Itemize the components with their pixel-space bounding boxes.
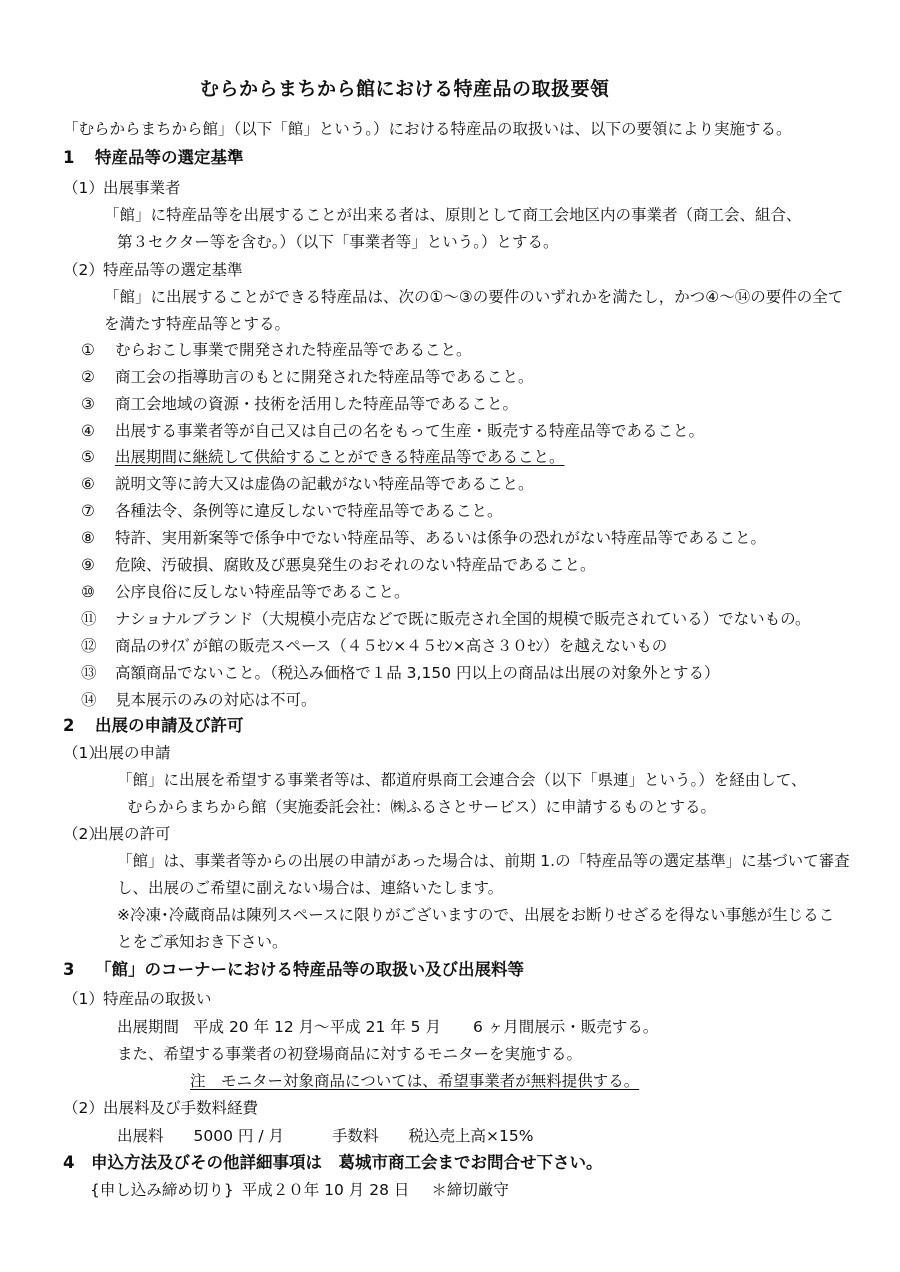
criteria-item <box>81 555 596 575</box>
section-2-sub2-body-line: とをご承知おき下さい。 <box>117 933 288 951</box>
section-1-sub2-title: 特産品等の選定基準 <box>103 261 243 279</box>
deadline-note: ＊締切厳守 <box>431 1181 509 1199</box>
section-1-sub2-body-line: を満たす特産品等とする。 <box>104 315 291 333</box>
section-3-sub1-heading <box>63 989 212 1009</box>
criteria-item <box>81 447 565 467</box>
criteria-item <box>81 663 719 683</box>
section-2-sub2-body-line: 「館」は、事業者等からの出展の申請があった場合は、前期 1.の「特産品等の選定基準」に基づいて審査 <box>117 852 850 870</box>
exhibit-period-value: 平成 20 年 12 月～平成 21 年 5 月 <box>193 1018 441 1036</box>
criteria-mark: ⑩ <box>81 583 95 601</box>
criteria-mark: ② <box>81 368 95 386</box>
criteria-item <box>81 501 503 521</box>
exhibit-period-label: 出展期間 <box>117 1018 180 1036</box>
page-title: むらからまちから館における特産品の取扱要領 <box>200 78 610 100</box>
commission-value: 税込売上高×15% <box>408 1127 534 1145</box>
criteria-text: 商品のｻｲｽﾞが館の販売スペース（４５ｾﾝ×４５ｾﾝ×高さ３０ｾﾝ）を越えないもの <box>115 637 668 655</box>
section-1-sub2-body-line: 「館」に出展することができる特産品は、次の①～③の要件のいずれかを満たし，かつ④～⑭の要件の全て <box>104 288 844 306</box>
criteria-text: 出展する事業者等が自己又は自己の名をもって生産・販売する特産品等であること。 <box>115 422 705 440</box>
criteria-item <box>81 690 317 710</box>
section-2-sub1-heading <box>63 743 171 763</box>
criteria-mark: ⑨ <box>81 556 95 574</box>
section-2-sub2-body-line: ※冷凍･冷蔵商品は陳列スペースに限りがございますので、出展をお断りせざるを得ない事態が生じるこ <box>117 906 835 924</box>
criteria-item <box>81 636 667 656</box>
section-1-sub1-heading <box>63 178 181 198</box>
section-3-sub2-heading <box>63 1098 258 1118</box>
section-1-heading <box>63 148 244 168</box>
section-2-sub1-body-line: 「館」に出展を希望する事業者等は、都道府県商工会連合会（以下「県連」という。）を経由して、 <box>117 771 807 789</box>
criteria-mark: ① <box>81 341 95 359</box>
criteria-mark: ⑥ <box>81 475 95 493</box>
section-3-number: 3 <box>63 960 75 979</box>
exhibit-period-note: 6 ヶ月間展示・販売する。 <box>472 1018 659 1036</box>
criteria-text: 高額商品でないこと。（税込み価格で１品 3,150 円以上の商品は出展の対象外とする） <box>115 664 720 682</box>
criteria-mark: ③ <box>81 395 95 413</box>
criteria-mark: ⑪ <box>81 610 97 628</box>
criteria-item <box>81 582 410 602</box>
section-1-sub1-title: 出展事業者 <box>103 179 181 197</box>
exhibit-period-row <box>117 1017 658 1037</box>
deadline-label: {申し込み締め切り} <box>90 1181 234 1199</box>
criteria-mark: ⑬ <box>81 664 97 682</box>
section-4-number: 4 <box>63 1153 75 1172</box>
section-1-number: 1 <box>63 148 75 167</box>
criteria-mark: ⑤ <box>81 448 95 466</box>
fee-value: 5000 円 / 月 <box>193 1127 284 1145</box>
section-3-sub2-title: 出展料及び手数料経費 <box>103 1099 259 1117</box>
commission-label: 手数料 <box>331 1127 379 1145</box>
section-2-sub2-label: （2） <box>63 825 104 843</box>
criteria-item <box>81 474 534 494</box>
section-1-title: 特産品等の選定基準 <box>95 148 244 167</box>
criteria-mark: ⑭ <box>81 691 97 709</box>
criteria-mark: ④ <box>81 422 95 440</box>
section-4-heading <box>63 1153 603 1173</box>
section-2-sub2-body-line: し、出展のご希望に副えない場合は、連絡いたします。 <box>117 879 504 897</box>
section-3-sub2-label: （2） <box>63 1099 104 1117</box>
criteria-mark: ⑫ <box>81 637 97 655</box>
deadline-date: 平成２０年 10 月 28 日 <box>241 1181 410 1199</box>
section-2-sub2-title: 出展の許可 <box>93 825 171 843</box>
section-1-sub1-label: （1） <box>63 179 104 197</box>
section-2-number: 2 <box>63 716 75 735</box>
section-3-heading <box>63 960 524 980</box>
section-2-sub1-title: 出展の申請 <box>93 744 171 762</box>
monitor-text: また、希望する事業者の初登場商品に対するモニターを実施する。 <box>117 1045 583 1063</box>
criteria-text: 見本展示のみの対応は不可。 <box>115 691 317 709</box>
intro-text: 「むらからまちから館」（以下「館」という。）における特産品の取扱いは、以下の要領により実施する。 <box>63 120 792 138</box>
criteria-item <box>81 394 518 414</box>
fee-label: 出展料 <box>117 1127 164 1145</box>
criteria-mark: ⑦ <box>81 502 95 520</box>
criteria-text: 特許、実用新案等で係争中でない特産品等、あるいは係争の恐れがない特産品等であること。 <box>115 529 767 547</box>
criteria-item <box>81 421 704 441</box>
section-2-title: 出展の申請及び許可 <box>95 716 244 735</box>
criteria-item <box>81 528 766 548</box>
section-2-sub1-body-line: むらからまちから館（実施委託会社：㈱ふるさとサービス）に申請するものとする。 <box>127 798 717 816</box>
section-1-sub1-body-line: 第３セクター等を含む。）（以下「事業者等」という。）とする。 <box>117 233 559 251</box>
criteria-text: ナショナルブランド（大規模小売店などで既に販売され全国的規模で販売されている）でないもの。 <box>115 610 811 628</box>
criteria-mark: ⑧ <box>81 529 95 547</box>
section-2-sub2-heading <box>63 824 171 844</box>
section-1-sub2-label: （2） <box>63 261 104 279</box>
section-2-heading <box>63 716 244 736</box>
section-3-title: 「館」のコーナーにおける特産品等の取扱い及び出展料等 <box>95 960 524 979</box>
section-3-sub1-title: 特産品の取扱い <box>103 990 212 1008</box>
section-3-sub1-label: （1） <box>63 990 104 1008</box>
section-4-text: 申込方法及びその他詳細事項は 葛城市商工会までお問合せ下さい。 <box>91 1153 603 1172</box>
monitor-note: 注 モニター対象商品については、希望事業者が無料提供する。 <box>190 1072 640 1090</box>
criteria-item <box>81 367 534 387</box>
criteria-text: 説明文等に誇大又は虚偽の記載がない特産品等であること。 <box>115 475 534 493</box>
fee-row <box>117 1126 533 1146</box>
deadline-row <box>90 1180 509 1200</box>
criteria-text: むらおこし事業で開発された特産品等であること。 <box>115 341 472 359</box>
criteria-text: 危険、汚破損、腐敗及び悪臭発生のおそれのない特産品であること。 <box>115 556 596 574</box>
criteria-text: 公序良俗に反しない特産品等であること。 <box>115 583 410 601</box>
criteria-text: 商工会地域の資源・技術を活用した特産品等であること。 <box>115 395 519 413</box>
section-1-sub1-body-line: 「館」に特産品等を出展することが出来る者は、原則として商工会地区内の事業者（商工会、組合、 <box>104 206 802 224</box>
section-1-sub2-heading <box>63 260 243 280</box>
criteria-text: 出展期間に継続して供給することができる特産品等であること。 <box>115 448 565 466</box>
section-2-sub1-label: （1） <box>63 744 104 762</box>
criteria-item <box>81 340 472 360</box>
criteria-item <box>81 609 811 629</box>
criteria-text: 各種法令、条例等に違反しないで特産品等であること。 <box>115 502 503 520</box>
criteria-text: 商工会の指導助言のもとに開発された特産品等であること。 <box>115 368 534 386</box>
